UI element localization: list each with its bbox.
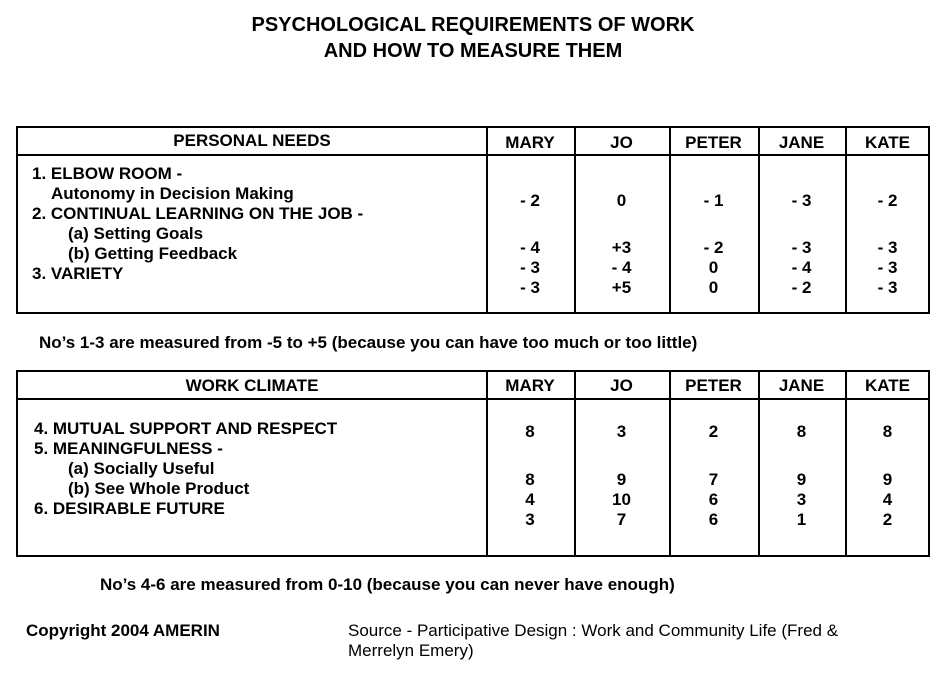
score-cell: - 3 <box>520 258 540 277</box>
score-cell: 7 <box>708 470 719 489</box>
column-header-peter: PETER <box>685 133 742 152</box>
score-cell: - 2 <box>877 191 898 210</box>
page-title-line-2: AND HOW TO MEASURE THEM <box>323 40 623 62</box>
header-divider <box>18 154 928 156</box>
score-cell: 2 <box>882 510 893 529</box>
score-cell: - 1 <box>703 191 724 210</box>
page-title-line-1: PSYCHOLOGICAL REQUIREMENTS OF WORK <box>251 14 695 36</box>
climate-label: 4. MUTUAL SUPPORT AND RESPECT <box>34 419 338 438</box>
need-sublabel: (a) Setting Goals <box>68 224 204 243</box>
need-label: 1. ELBOW ROOM - <box>32 164 183 183</box>
climate-label: 6. DESIRABLE FUTURE <box>34 499 225 518</box>
need-label: 3. VARIETY <box>32 264 124 283</box>
column-header-jo: JO <box>610 376 633 395</box>
score-cell: 8 <box>796 422 807 441</box>
column-header-kate: KATE <box>864 133 910 152</box>
score-cell: 6 <box>708 510 719 529</box>
score-cell: +5 <box>611 278 632 297</box>
score-cell: 10 <box>612 490 631 509</box>
column-header-jane: JANE <box>778 133 825 152</box>
score-cell: 9 <box>616 470 627 489</box>
score-cell: - 3 <box>877 278 898 297</box>
personal-needs-table <box>16 126 930 314</box>
score-cell: 3 <box>525 510 535 529</box>
need-sublabel: Autonomy in Decision Making <box>51 184 294 203</box>
climate-sublabel: (b) See Whole Product <box>68 479 250 498</box>
score-cell: 0 <box>708 278 719 297</box>
score-cell: 8 <box>882 422 893 441</box>
column-header-peter: PETER <box>685 376 742 395</box>
score-cell: 7 <box>616 510 627 529</box>
score-cell: - 3 <box>877 238 898 257</box>
score-cell: - 3 <box>791 191 812 210</box>
column-header-jo: JO <box>610 133 633 152</box>
score-cell: 0 <box>708 258 719 277</box>
score-cell: - 3 <box>520 278 540 297</box>
need-label: 2. CONTINUAL LEARNING ON THE JOB - <box>32 204 364 223</box>
score-cell: 6 <box>708 490 719 509</box>
score-cell: 0 <box>616 191 627 210</box>
need-sublabel: (b) Getting Feedback <box>68 244 238 263</box>
score-cell: 2 <box>708 422 719 441</box>
column-header-kate: KATE <box>864 376 910 395</box>
score-cell: 3 <box>796 490 807 509</box>
score-cell: 1 <box>796 510 807 529</box>
score-cell: +3 <box>611 238 632 257</box>
score-cell: - 2 <box>791 278 812 297</box>
work-climate-header: WORK CLIMATE <box>185 376 319 395</box>
header-divider <box>18 398 928 400</box>
climate-sublabel: (a) Socially Useful <box>68 459 215 478</box>
score-cell: 4 <box>882 490 893 509</box>
copyright-notice: Copyright 2004 AMERIN <box>26 621 220 640</box>
score-cell: - 3 <box>791 238 812 257</box>
score-cell: 9 <box>796 470 807 489</box>
score-cell: 9 <box>882 470 893 489</box>
score-cell: - 4 <box>520 238 540 257</box>
measurement-note-2: No’s 4-6 are measured from 0-10 (because you can never have enough) <box>100 575 675 594</box>
score-cell: - 3 <box>877 258 898 277</box>
score-cell: - 2 <box>703 238 724 257</box>
column-header-jane: JANE <box>778 376 825 395</box>
score-cell: - 4 <box>611 258 632 277</box>
score-cell: 8 <box>525 422 535 441</box>
score-cell: - 4 <box>791 258 812 277</box>
score-cell: 8 <box>525 470 535 489</box>
source-citation: Source - Participative Design : Work and Community Life (Fred & Merrelyn Emery) <box>348 621 839 660</box>
work-climate-table <box>16 370 930 557</box>
measurement-note-1: No’s 1-3 are measured from -5 to +5 (because you can have too much or too little) <box>39 333 698 352</box>
climate-label: 5. MEANINGFULNESS - <box>34 439 223 458</box>
score-cell: 3 <box>616 422 627 441</box>
score-cell: - 2 <box>520 191 540 210</box>
column-header-mary: MARY <box>505 376 555 395</box>
score-cell: 4 <box>525 490 535 509</box>
personal-needs-header: PERSONAL NEEDS <box>173 131 331 150</box>
column-header-mary: MARY <box>505 133 555 152</box>
